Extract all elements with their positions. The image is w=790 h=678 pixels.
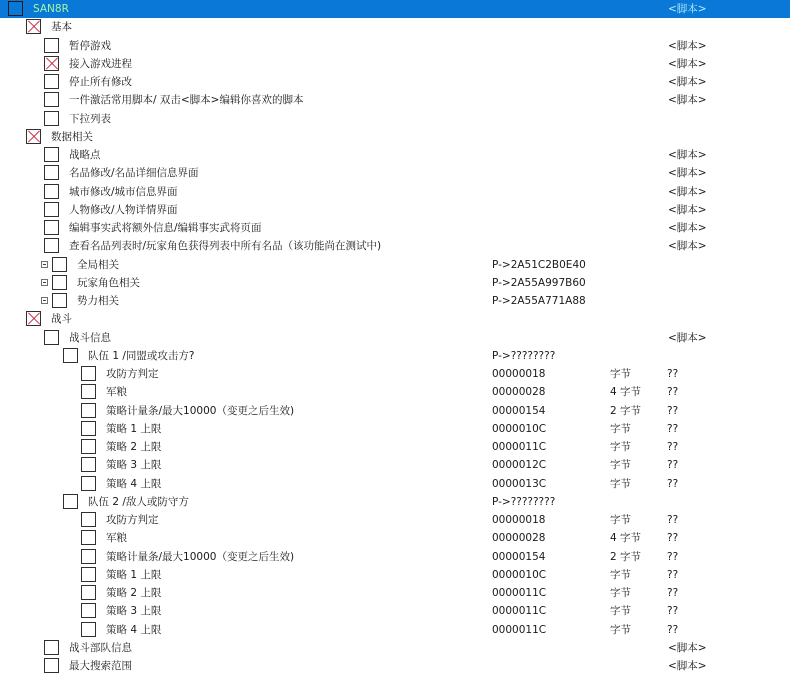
table-row[interactable] <box>0 237 790 255</box>
row-value[interactable]: ?? <box>667 514 679 526</box>
row-description: 最大搜索范围 <box>69 660 132 672</box>
table-row[interactable] <box>0 529 790 547</box>
row-description: 策略 2 上限 <box>106 587 162 599</box>
row-address: 00000028 <box>492 532 546 545</box>
active-checkbox[interactable] <box>44 330 59 345</box>
script-label[interactable]: <脚本> <box>668 203 707 216</box>
table-row[interactable] <box>0 621 790 639</box>
row-type: 字节 <box>610 477 631 490</box>
row-value[interactable]: ?? <box>667 368 679 380</box>
row-address: P->2A51C2B0E40 <box>492 258 586 271</box>
active-checkbox[interactable] <box>44 92 59 107</box>
row-description: 玩家角色相关 <box>77 276 140 289</box>
active-checkbox[interactable] <box>44 111 59 126</box>
row-description: 全局相关 <box>77 258 119 271</box>
active-checkbox[interactable] <box>63 494 78 509</box>
script-label[interactable]: <脚本> <box>668 185 707 198</box>
row-value[interactable]: ?? <box>667 532 679 545</box>
row-description: 军粮 <box>106 386 127 399</box>
table-row[interactable] <box>0 493 790 511</box>
row-value[interactable]: ?? <box>667 422 679 435</box>
active-checkbox[interactable] <box>44 38 59 53</box>
active-checkbox[interactable] <box>44 220 59 235</box>
active-checkbox[interactable] <box>81 567 96 582</box>
row-address: 00000154 <box>492 550 546 563</box>
table-row[interactable] <box>0 164 790 182</box>
row-address: 0000010C <box>492 422 547 435</box>
active-checkbox[interactable] <box>81 512 96 527</box>
row-description: 名品修改/名品详细信息界面 <box>69 167 199 180</box>
script-label[interactable]: <脚本> <box>668 39 707 52</box>
active-checkbox[interactable] <box>44 202 59 217</box>
script-label[interactable]: <脚本> <box>668 76 707 88</box>
row-type: 2 字节 <box>610 404 642 417</box>
table-row[interactable] <box>0 566 790 584</box>
row-address: 0000011C <box>492 441 547 453</box>
script-label[interactable]: <脚本> <box>668 94 707 107</box>
active-checkbox[interactable] <box>44 147 59 162</box>
table-row[interactable] <box>0 548 790 566</box>
active-checkbox[interactable] <box>44 238 59 253</box>
table-row[interactable] <box>0 511 790 529</box>
active-checkbox[interactable] <box>81 366 96 381</box>
row-type: 字节 <box>610 368 631 380</box>
table-row[interactable] <box>0 183 790 201</box>
row-address: 0000010C <box>492 568 547 581</box>
row-description: 战斗信息 <box>69 331 111 344</box>
active-checkbox[interactable] <box>81 603 96 618</box>
active-checkbox[interactable] <box>81 476 96 491</box>
script-label[interactable]: <脚本> <box>668 149 707 161</box>
table-row[interactable] <box>0 128 790 146</box>
table-row[interactable] <box>0 91 790 109</box>
script-label[interactable]: <脚本> <box>668 222 707 234</box>
row-type: 字节 <box>610 623 631 636</box>
table-row[interactable] <box>0 110 790 128</box>
active-checkbox[interactable] <box>81 384 96 399</box>
row-description: 接入游戏进程 <box>69 57 132 70</box>
row-address: 0000011C <box>492 587 547 599</box>
row-description: 势力相关 <box>77 295 119 307</box>
table-row[interactable] <box>0 37 790 55</box>
row-type: 4 字节 <box>610 532 642 545</box>
row-description: 策略 3 上限 <box>106 605 162 618</box>
active-checkbox[interactable] <box>44 640 59 655</box>
table-row[interactable] <box>0 274 790 292</box>
table-row[interactable] <box>0 310 790 328</box>
table-row[interactable] <box>0 0 790 18</box>
row-value[interactable]: ?? <box>667 459 679 472</box>
row-description: 查看名品列表时/玩家角色获得列表中所有名品（该功能尚在测试中) <box>69 240 382 253</box>
active-checkbox[interactable] <box>44 184 59 199</box>
active-checkbox[interactable] <box>44 74 59 89</box>
row-value[interactable]: ?? <box>667 568 679 581</box>
row-description: SAN8R <box>33 3 69 15</box>
table-row[interactable] <box>0 456 790 474</box>
row-address: 00000018 <box>492 514 546 526</box>
active-checkbox[interactable] <box>81 585 96 600</box>
table-row[interactable] <box>0 420 790 438</box>
row-description: 队伍 1 /同盟或攻击方? <box>88 349 195 362</box>
table-row[interactable] <box>0 347 790 365</box>
row-description: 策略计量条/最大10000（变更之后生效) <box>106 550 295 563</box>
row-address: 00000028 <box>492 386 546 399</box>
row-type: 2 字节 <box>610 550 642 563</box>
row-type: 字节 <box>610 514 631 526</box>
script-label[interactable]: <脚本> <box>668 660 707 672</box>
row-address: 0000013C <box>492 477 547 490</box>
table-row[interactable] <box>0 329 790 347</box>
row-value[interactable]: ?? <box>667 441 679 453</box>
active-checkbox[interactable] <box>81 403 96 418</box>
row-value[interactable]: ?? <box>667 550 679 563</box>
script-label[interactable]: <脚本> <box>668 331 707 344</box>
row-value[interactable]: ?? <box>667 477 679 490</box>
active-checkbox[interactable] <box>26 311 41 326</box>
active-checkbox[interactable] <box>81 549 96 564</box>
table-row[interactable] <box>0 584 790 602</box>
row-address: 00000154 <box>492 404 546 417</box>
row-address: 0000012C <box>492 459 547 472</box>
row-description: 停止所有修改 <box>69 76 132 88</box>
table-row[interactable] <box>0 55 790 73</box>
active-checkbox[interactable] <box>26 129 41 144</box>
row-type: 字节 <box>610 605 631 618</box>
table-row[interactable] <box>0 657 790 675</box>
table-row[interactable] <box>0 475 790 493</box>
active-checkbox[interactable] <box>81 622 96 637</box>
table-row[interactable] <box>0 201 790 219</box>
active-checkbox[interactable] <box>81 421 96 436</box>
active-checkbox[interactable] <box>81 530 96 545</box>
row-description: 城市修改/城市信息界面 <box>69 185 178 198</box>
table-row[interactable] <box>0 146 790 164</box>
script-label[interactable]: <脚本> <box>668 641 707 654</box>
active-checkbox[interactable] <box>44 56 59 71</box>
row-address: 0000011C <box>492 605 547 618</box>
table-row[interactable] <box>0 639 790 657</box>
row-description: 攻防方判定 <box>106 514 159 526</box>
active-checkbox[interactable] <box>63 348 78 363</box>
table-row[interactable] <box>0 256 790 274</box>
row-description: 数据相关 <box>51 130 93 143</box>
script-label[interactable]: <脚本> <box>668 57 707 70</box>
row-description: 人物修改/人物详情界面 <box>69 203 178 216</box>
row-description: 策略 4 上限 <box>106 623 162 636</box>
row-address: P->???????? <box>492 495 556 508</box>
active-checkbox[interactable] <box>44 165 59 180</box>
table-row[interactable] <box>0 402 790 420</box>
active-checkbox[interactable] <box>26 19 41 34</box>
row-description: 策略 4 上限 <box>106 477 162 490</box>
active-checkbox[interactable] <box>52 275 67 290</box>
row-description: 策略 1 上限 <box>106 422 162 435</box>
script-label[interactable]: <脚本> <box>668 3 707 15</box>
row-description: 攻防方判定 <box>106 368 159 380</box>
row-type: 字节 <box>610 441 631 453</box>
active-checkbox[interactable] <box>81 439 96 454</box>
row-address: P->2A55A771A88 <box>492 295 586 307</box>
active-checkbox[interactable] <box>52 257 67 272</box>
row-type: 字节 <box>610 459 631 472</box>
row-description: 战略点 <box>69 149 101 161</box>
row-description: 军粮 <box>106 532 127 545</box>
table-row[interactable] <box>0 383 790 401</box>
table-row[interactable] <box>0 292 790 310</box>
row-description: 策略 2 上限 <box>106 441 162 453</box>
table-row[interactable] <box>0 365 790 383</box>
table-row[interactable] <box>0 602 790 620</box>
row-value[interactable]: ?? <box>667 404 679 417</box>
row-address: 00000018 <box>492 368 546 380</box>
active-checkbox[interactable] <box>81 457 96 472</box>
row-type: 字节 <box>610 568 631 581</box>
row-value[interactable]: ?? <box>667 386 679 399</box>
script-label[interactable]: <脚本> <box>668 167 707 180</box>
table-row[interactable] <box>0 18 790 36</box>
row-description: 策略 3 上限 <box>106 459 162 472</box>
row-description: 下拉列表 <box>69 112 111 125</box>
table-row[interactable] <box>0 73 790 91</box>
collapse-toggle[interactable] <box>41 279 48 286</box>
collapse-toggle[interactable] <box>41 261 48 268</box>
row-value[interactable]: ?? <box>667 605 679 618</box>
table-row[interactable] <box>0 219 790 237</box>
active-checkbox[interactable] <box>44 658 59 673</box>
row-value[interactable]: ?? <box>667 623 679 636</box>
row-value[interactable]: ?? <box>667 587 679 599</box>
row-description: 战斗部队信息 <box>69 641 132 654</box>
row-address: P->2A55A997B60 <box>492 276 586 289</box>
row-description: 战斗 <box>51 313 72 326</box>
collapse-toggle[interactable] <box>41 297 48 304</box>
row-address: 0000011C <box>492 623 547 636</box>
row-description: 策略 1 上限 <box>106 568 162 581</box>
row-description: 编辑事实武将额外信息/编辑事实武将页面 <box>69 222 262 234</box>
row-description: 队伍 2 /敌人或防守方 <box>88 495 189 508</box>
row-type: 字节 <box>610 587 631 599</box>
row-address: P->???????? <box>492 349 556 362</box>
active-checkbox[interactable] <box>8 1 23 16</box>
active-checkbox[interactable] <box>52 293 67 308</box>
row-description: 暂停游戏 <box>69 39 111 52</box>
row-description: 策略计量条/最大10000（变更之后生效) <box>106 404 295 417</box>
row-description: 基本 <box>51 21 72 34</box>
row-type: 4 字节 <box>610 386 642 399</box>
script-label[interactable]: <脚本> <box>668 240 707 253</box>
table-row[interactable] <box>0 438 790 456</box>
row-type: 字节 <box>610 422 631 435</box>
row-description: 一件激活常用脚本/ 双击<脚本>编辑你喜欢的脚本 <box>69 94 304 107</box>
